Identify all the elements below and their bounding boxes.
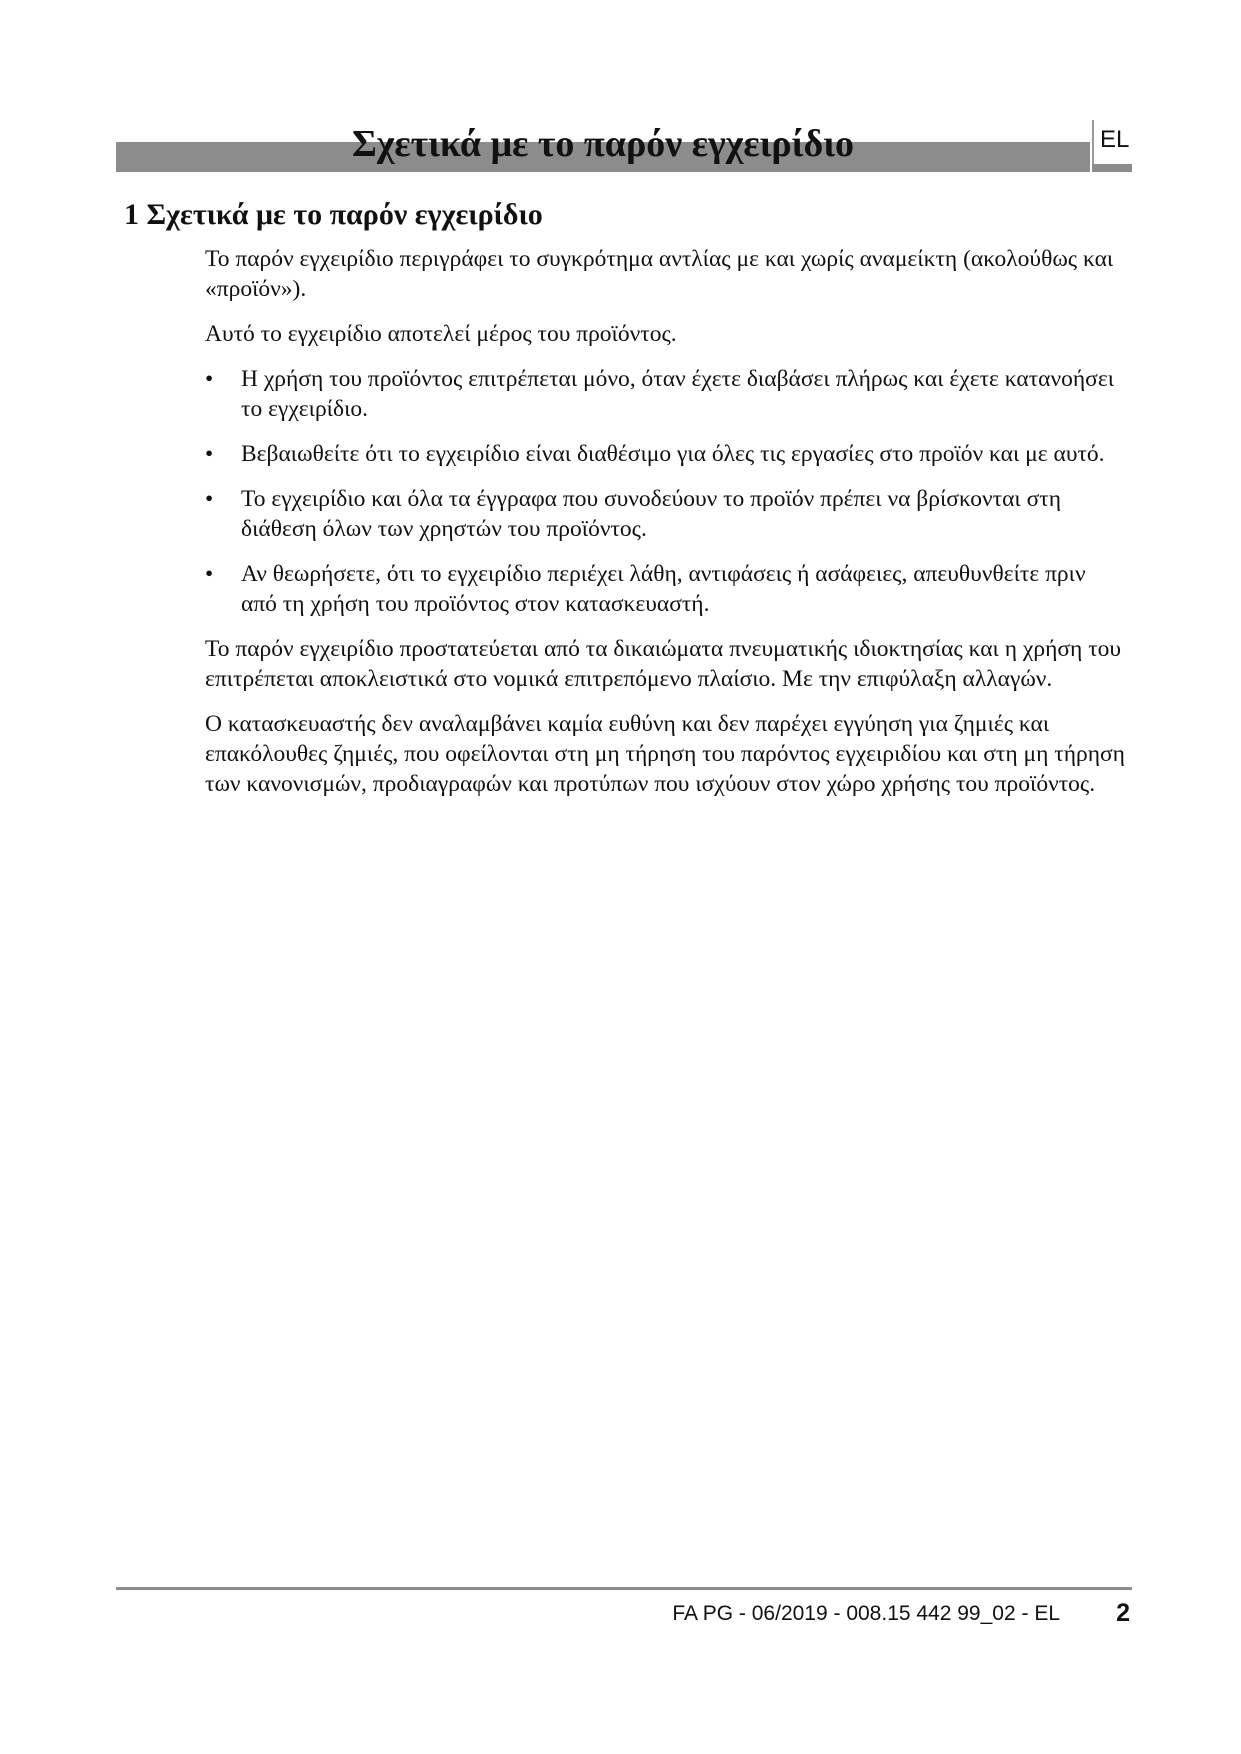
list-item-text: Η χρήση του προϊόντος επιτρέπεται μόνο, όταν έχετε διαβάσει πλήρως και έχετε κατανοήσει το εγχειρίδιο. bbox=[241, 366, 1115, 422]
footer-rule bbox=[116, 1587, 1132, 1590]
liability-paragraph: Ο κατασκευαστής δεν αναλαμβάνει καμία ευθύνη και δεν παρέχει εγγύηση για ζημιές και επακόλουθες ζημιές, που οφείλονται στη μη τήρηση του παρόντος εγχειριδίου και στη μη τήρηση των κανονισμών, προδιαγραφών και προτύπων που ισχύουν στον χώρο χρήσης του προϊόντος. bbox=[205, 711, 1125, 797]
language-code: EL bbox=[1100, 126, 1130, 153]
header-title: Σχετικά με το παρόν εγχειρίδιο bbox=[352, 123, 854, 165]
bullet-icon: • bbox=[205, 486, 214, 512]
page-number: 2 bbox=[1116, 1599, 1130, 1627]
intro-paragraph: Αυτό το εγχειρίδιο αποτελεί μέρος του προϊόντος. bbox=[205, 321, 677, 347]
language-tab-underbar bbox=[1092, 164, 1132, 172]
list-item bbox=[205, 559, 1125, 619]
list-item-text: Αν θεωρήσετε, ότι το εγχειρίδιο περιέχει λάθη, αντιφάσεις ή ασάφειες, απευθυνθείτε πριν από τη χρήση του προϊόντος στον κατασκευαστή. bbox=[241, 561, 1086, 617]
bullet-icon: • bbox=[205, 441, 214, 467]
list-item-text: Το εγχειρίδιο και όλα τα έγγραφα που συνοδεύουν το προϊόν πρέπει να βρίσκονται στη διάθεση όλων των χρηστών του προϊόντος. bbox=[241, 486, 1062, 542]
intro-paragraph: Το παρόν εγχειρίδιο περιγράφει το συγκρότημα αντλίας με και χωρίς αναμείκτη (ακολούθως και «προϊόν»). bbox=[205, 246, 1114, 302]
list-item bbox=[205, 439, 1125, 469]
footer-document-id: FA PG - 06/2019 - 008.15 442 99_02 - EL bbox=[672, 1602, 1060, 1625]
section-body bbox=[205, 244, 1125, 814]
bullet-icon: • bbox=[205, 561, 214, 587]
list-item-text: Βεβαιωθείτε ότι το εγχειρίδιο είναι διαθέσιμο για όλες τις εργασίες στο προϊόν και με αυτό. bbox=[241, 441, 1105, 467]
section-heading: 1 Σχετικά με το παρόν εγχειρίδιο bbox=[124, 198, 543, 231]
bullet-icon: • bbox=[205, 366, 214, 392]
list-item bbox=[205, 484, 1125, 544]
list-item bbox=[205, 364, 1125, 424]
copyright-paragraph: Το παρόν εγχειρίδιο προστατεύεται από τα δικαιώματα πνευματικής ιδιοκτησίας και η χρήση του επιτρέπεται αποκλειστικά στο νομικά επιτρεπόμενο πλαίσιο. Με την επιφύλαξη αλλαγών. bbox=[205, 636, 1122, 692]
requirements-list bbox=[205, 364, 1125, 619]
